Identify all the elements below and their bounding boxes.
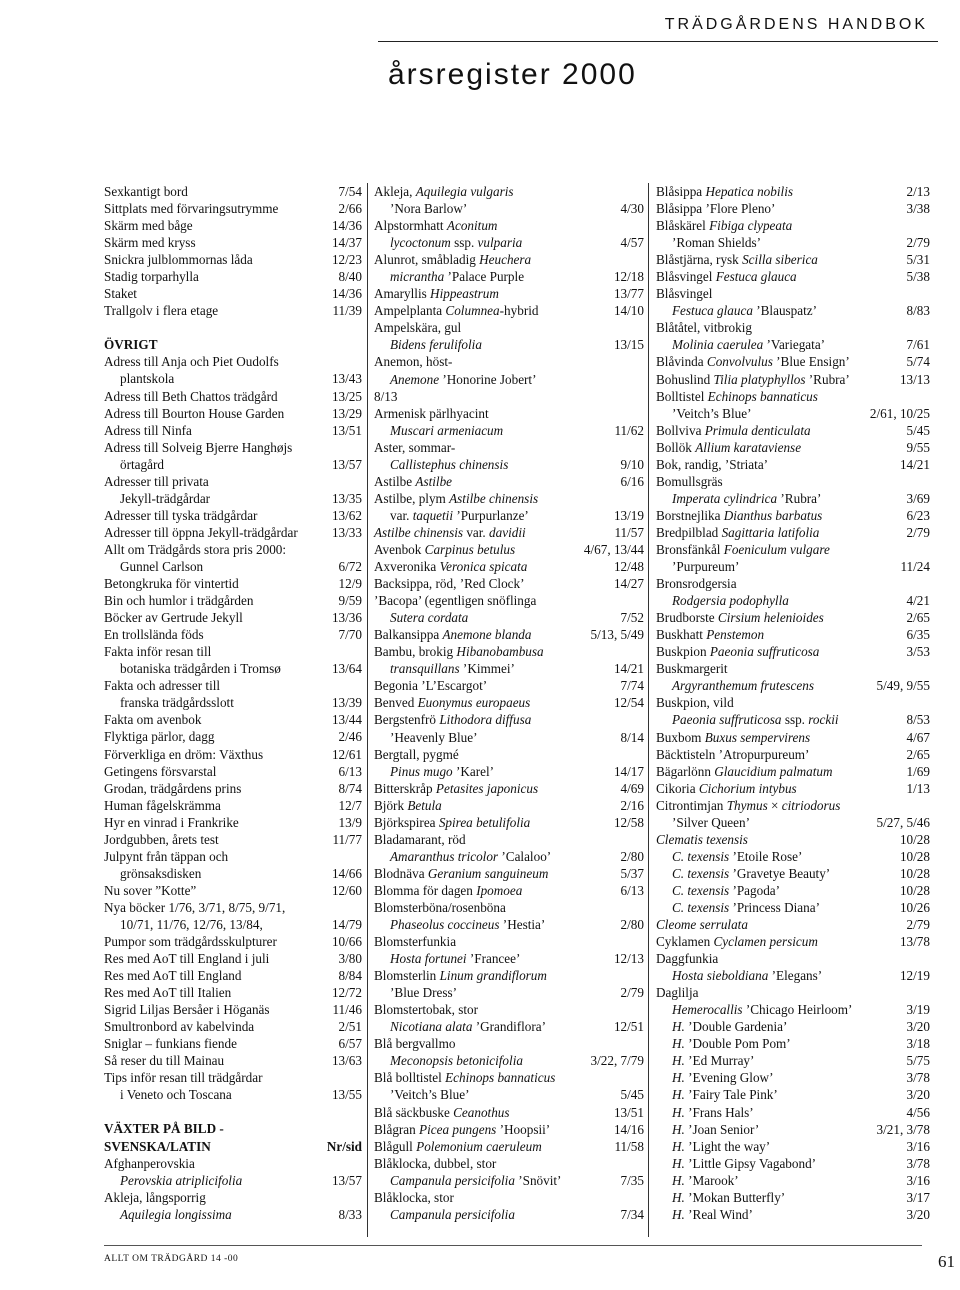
section-heading: SVENSKA/LATIN Nr/sid — [104, 1138, 362, 1154]
index-entry: Blå säckbuske Ceanothus 13/51 — [374, 1104, 644, 1120]
page-ref: 4/57 — [618, 234, 644, 251]
page-ref: 3/69 — [904, 490, 930, 507]
page-ref: 2/65 — [904, 746, 930, 763]
index-entry: Blågran Picea pungens ’Hoopsii’ 14/16 — [374, 1121, 644, 1137]
page-ref: 3/22, 7/79 — [588, 1052, 644, 1069]
page-ref: 11/58 — [611, 1138, 644, 1155]
page-ref: 8/40 — [336, 268, 362, 285]
page-ref: 13/63 — [329, 1052, 362, 1069]
index-entry: Adresser till öppna Jekyll-trädgårdar 13/33 — [104, 524, 362, 540]
index-entry: Bergstenfrö Lithodora diffusa ’Heavenly Blue’ 8/14 — [374, 712, 644, 745]
page-ref: 10/26 — [897, 899, 930, 916]
index-entry: H. ’Double Gardenia’ 3/20 — [672, 1019, 930, 1035]
index-entry: Backsippa, röd, ’Red Clock’ 14/27 — [374, 576, 644, 592]
index-entry: Bredpilblad Sagittaria latifolia 2/79 — [656, 524, 930, 540]
page-ref: 8/53 — [904, 711, 930, 728]
page-ref: 13/51 — [611, 1104, 644, 1121]
index-entry: Fakta och adresser till franska trädgårdsslott 13/39 — [104, 678, 362, 711]
page-ref: 13/43 — [329, 370, 362, 387]
page-ref: 9/10 — [618, 456, 644, 473]
index-entry: Så reser du till Mainau 13/63 — [104, 1053, 362, 1069]
index-entry: Anemon, höst- Anemone ’Honorine Jobert’ — [374, 354, 537, 387]
page-ref: 12/18 — [611, 268, 644, 285]
page-ref: 11/39 — [329, 302, 362, 319]
index-entry: Skärm med kryss 14/37 — [104, 235, 362, 251]
index-entry: Bäcktisteln ’Atropurpureum’ 2/65 — [656, 746, 930, 762]
index-column-2 — [374, 183, 644, 1223]
index-entry: Clematis texensis 10/28 — [656, 831, 930, 847]
index-entry: H. ’Light the way’ 3/16 — [672, 1138, 930, 1154]
page-ref: 13/39 — [329, 694, 362, 711]
page-ref: 10/28 — [897, 848, 930, 865]
index-entry: Blåsvingel Festuca glauca ’Blauspatz’ 8/83 — [656, 286, 930, 319]
page-ref: 4/69 — [618, 780, 644, 797]
index-entry: Blomsterfunkia Hosta fortunei ’Francee’ 12/13 — [374, 934, 644, 967]
index-entry: Bomullsgräs Imperata cylindrica ’Rubra’ 3/69 — [656, 473, 930, 506]
index-entry: Armenisk pärlhyacint Muscari armeniacum 11/62 — [374, 405, 644, 438]
page-ref: 2/79 — [904, 234, 930, 251]
index-entry: Böcker av Gertrude Jekyll 13/36 — [104, 610, 362, 626]
page-ref: 2/61, 10/25 — [867, 405, 930, 422]
index-entry: Aster, sommar- Callistephus chinensis 9/10 — [374, 439, 644, 472]
index-entry: Blåtåtel, vitbrokig Molinia caerulea ’Variegata’ 7/61 — [656, 320, 930, 353]
index-entry: Björk Betula 2/16 — [374, 797, 644, 813]
page-ref: 11/62 — [611, 422, 644, 439]
page-ref: 12/48 — [611, 558, 644, 575]
page-ref: 9/55 — [904, 439, 930, 456]
page-ref: 12/7 — [336, 797, 362, 814]
index-entry: Sniglar – funkians fiende 6/57 — [104, 1036, 362, 1052]
index-entry: Bolltistel Echinops bannaticus ’Veitch’s Blue’ 2/61, 10/25 — [656, 388, 930, 421]
page-ref: 13/29 — [329, 405, 362, 422]
page-ref: 5/27, 5/46 — [874, 814, 930, 831]
index-entry: H. ’Marook’ 3/16 — [672, 1172, 930, 1188]
page-ref: 2/13 — [904, 183, 930, 200]
page-number: 61 — [938, 1252, 955, 1271]
page-ref: 3/16 — [904, 1138, 930, 1155]
index-entry: Stadig torparhylla 8/40 — [104, 269, 362, 285]
index-entry: Sittplats med förvaringsutrymme 2/66 — [104, 201, 362, 217]
page-ref: 7/35 — [618, 1172, 644, 1189]
page-ref: 4/67 — [904, 729, 930, 746]
index-entry: H. ’Evening Glow’ 3/78 — [672, 1070, 930, 1086]
index-entry: Blågull Polemonium caeruleum 11/58 — [374, 1138, 644, 1154]
index-entry: Adress till Solveig Bjerre Hanghøjs örtagård 13/57 — [104, 439, 362, 472]
index-entry: C. texensis ’Etoile Rose’ 10/28 — [672, 848, 930, 864]
page-ref: 14/17 — [611, 763, 644, 780]
index-entry: Akleja, Aquilegia vulgaris ’Nora Barlow’ 4/30 — [374, 184, 644, 217]
page-ref: 2/80 — [618, 916, 644, 933]
index-entry: H. ’Little Gipsy Vagabond’ 3/78 — [672, 1155, 930, 1171]
page-ref: 5/74 — [904, 353, 930, 370]
page-ref: 2/79 — [618, 984, 644, 1001]
index-entry: Snickra julblommornas låda 12/23 — [104, 252, 362, 268]
page-ref: 14/36 — [329, 217, 362, 234]
index-entry: Buskpion, vild Paeonia suffruticosa ssp. rockii 8/53 — [656, 695, 930, 728]
page-ref: 5/45 — [904, 422, 930, 439]
page-ref: 13/78 — [897, 933, 930, 950]
page-ref: 14/27 — [611, 575, 644, 592]
index-entry: Skärm med båge 14/36 — [104, 218, 362, 234]
page-ref: 5/49, 9/55 — [874, 677, 930, 694]
page-ref: 12/51 — [611, 1018, 644, 1035]
index-entry: Adress till Bourton House Garden 13/29 — [104, 405, 362, 421]
index-entry: Bok, randig, ’Striata’ 14/21 — [656, 456, 930, 472]
page-ref: 4/67, 13/44 — [581, 541, 644, 558]
index-entry: Bägarlönn Glaucidium palmatum 1/69 — [656, 763, 930, 779]
page-ref: 12/58 — [611, 814, 644, 831]
index-entry: Adresser till privata Jekyll-trädgårdar 13/35 — [104, 473, 362, 506]
index-entry: H. ’Frans Hals’ 4/56 — [672, 1104, 930, 1120]
page-ref: 11/57 — [611, 524, 644, 541]
index-entry: Buskpion Paeonia suffruticosa 3/53 — [656, 644, 930, 660]
page-ref: 3/17 — [904, 1189, 930, 1206]
index-entry: Bitterskråp Petasites japonicus 4/69 — [374, 780, 644, 796]
page-ref: 3/18 — [904, 1035, 930, 1052]
index-entry: Blomsterlin Linum grandiflorum ’Blue Dress’ 2/79 — [374, 968, 644, 1001]
page-ref: 10/28 — [897, 882, 930, 899]
index-entry: Blåstjärna, rysk Scilla siberica 5/31 — [656, 252, 930, 268]
page-ref: 6/13 — [336, 763, 362, 780]
index-entry: Bollviva Primula denticulata 5/45 — [656, 422, 930, 438]
section-heading: ÖVRIGT — [104, 337, 158, 353]
index-entry: Human fågelskrämma 12/7 — [104, 797, 362, 813]
page-ref: 6/35 — [904, 626, 930, 643]
index-entry: Bergtall, pygmé Pinus mugo ’Karel’ 14/17 — [374, 746, 644, 779]
page-ref: 3/16 — [904, 1172, 930, 1189]
index-entry: Bambu, brokig Hibanobambusa transquillans ’Kimmei’ 14/21 — [374, 644, 644, 677]
index-entry: Adress till Anja och Piet Oudolfs plantskola 13/43 — [104, 354, 362, 387]
index-entry: H. ’Ed Murray’ 5/75 — [672, 1053, 930, 1069]
page-ref: 5/75 — [904, 1052, 930, 1069]
page-ref: 12/9 — [336, 575, 362, 592]
index-entry: Alunrot, småbladig Heuchera micrantha ’Palace Purple 12/18 — [374, 252, 644, 285]
page-ref: 8/84 — [336, 967, 362, 984]
index-entry: H. ’Fairy Tale Pink’ 3/20 — [672, 1087, 930, 1103]
index-entry: Blå bolltistel Echinops bannaticus ’Veitch’s Blue’ 5/45 — [374, 1070, 644, 1103]
index-entry: Citrontimjan Thymus × citriodorus ’Silver Queen’ 5/27, 5/46 — [656, 797, 930, 830]
index-entry: C. texensis ’Gravetye Beauty’ 10/28 — [672, 865, 930, 881]
index-entry: Blomma för dagen Ipomoea 6/13 — [374, 882, 644, 898]
index-entry: Blomsterböna/rosenböna Phaseolus coccineus ’Hestia’ 2/80 — [374, 899, 644, 933]
page-ref: 4/56 — [904, 1104, 930, 1121]
header-rule — [378, 41, 938, 42]
page-ref: 12/54 — [611, 694, 644, 711]
page-ref: 1/13 — [904, 780, 930, 797]
page-ref: 13/62 — [329, 507, 362, 524]
index-entry: Björkspirea Spirea betulifolia 12/58 — [374, 814, 644, 830]
index-entry: Blå bergvallmo Meconopsis betonicifolia 3/22, 7/79 — [374, 1036, 644, 1069]
index-entry: Blåsippa ’Flore Pleno’ 3/38 — [656, 201, 930, 217]
index-entry: Astilbe, plym Astilbe chinensis var. taquetii ’Purpurlanze’ 13/19 — [374, 490, 644, 523]
page-ref: 13/13 — [897, 371, 930, 388]
index-entry: Ampelskära, gul Bidens ferulifolia 13/15 — [374, 320, 644, 353]
index-entry: C. texensis ’Pagoda’ 10/28 — [672, 882, 930, 898]
page-ref: 5/45 — [618, 1086, 644, 1103]
index-column-1 — [104, 183, 362, 1223]
index-entry: Nu sover ”Kotte” 12/60 — [104, 882, 362, 898]
page-ref: 2/79 — [904, 524, 930, 541]
page-ref: 10/28 — [897, 831, 930, 848]
index-entry: Daggfunkia Hosta sieboldiana ’Elegans’ 12/19 — [656, 951, 930, 984]
page-ref: 12/72 — [329, 984, 362, 1001]
index-entry: Brudborste Cirsium helenioides 2/65 — [656, 610, 930, 626]
page-ref: 12/61 — [329, 746, 362, 763]
page-ref: 12/19 — [897, 967, 930, 984]
footer-rule — [104, 1245, 922, 1246]
index-entry: Getingens försvarstal 6/13 — [104, 763, 362, 779]
page-ref: 14/79 — [329, 916, 362, 933]
index-entry: Buskmargerit Argyranthemum frutescens 5/49, 9/55 — [656, 661, 930, 694]
index-entry: En trollslända föds 7/70 — [104, 627, 362, 643]
index-entry: Trallgolv i flera etage 11/39 — [104, 303, 362, 319]
page-ref: 14/37 — [329, 234, 362, 251]
page-ref: 5/13, 5/49 — [588, 626, 644, 643]
page-ref: 13/57 — [329, 456, 362, 473]
page-ref: 5/31 — [904, 251, 930, 268]
index-entry: Nya böcker 1/76, 3/71, 8/75, 9/71, 10/71, 11/76, 12/76, 13/84, 14/79 — [104, 899, 362, 932]
index-entry: Staket 14/36 — [104, 286, 362, 302]
index-entry: Adresser till tyska trädgårdar 13/62 — [104, 507, 362, 523]
page-ref: 2/51 — [336, 1018, 362, 1035]
page-ref: 13/64 — [329, 660, 362, 677]
index-entry: Adress till Ninfa 13/51 — [104, 422, 362, 438]
index-entry: Förverkliga en dröm: Växthus 12/61 — [104, 746, 362, 762]
page-ref: 13/36 — [329, 609, 362, 626]
page-ref: 14/21 — [611, 660, 644, 677]
page-ref: 6/13 — [618, 882, 644, 899]
index-entry: Res med AoT till England i juli 3/80 — [104, 951, 362, 967]
index-entry: Begonia ’L’Escargot’ 7/74 — [374, 678, 644, 694]
page-ref: 13/55 — [329, 1086, 362, 1103]
index-entry: Blåvinda Convolvulus ’Blue Ensign’ 5/74 — [656, 354, 930, 370]
index-entry: Fakta om avenbok 13/44 — [104, 712, 362, 728]
index-entry: Ampelplanta Columnea-hybrid 14/10 — [374, 303, 644, 319]
page-ref: 11/77 — [329, 831, 362, 848]
index-entry: Adress till Beth Chattos trädgård 13/25 — [104, 388, 362, 404]
index-entry: Axveronika Veronica spicata 12/48 — [374, 559, 644, 575]
index-entry: Bronsrodgersia Rodgersia podophylla 4/21 — [656, 576, 930, 609]
index-entry: Tips inför resan till trädgårdar i Veneto och Toscana 13/55 — [104, 1070, 362, 1103]
page-ref: 5/37 — [618, 865, 644, 882]
spacer — [104, 319, 362, 336]
index-entry: Blåsippa Hepatica nobilis 2/13 — [656, 184, 930, 199]
column-divider — [367, 183, 368, 1237]
page-ref: 12/60 — [329, 882, 362, 899]
page-ref: 12/23 — [329, 251, 362, 268]
index-entry: Cleome serrulata 2/79 — [656, 917, 930, 933]
index-entry: Pumpor som trädgårdsskulpturer 10/66 — [104, 934, 362, 950]
page-ref: 6/57 — [336, 1035, 362, 1052]
page-ref: 3/20 — [904, 1086, 930, 1103]
page-ref: 8/33 — [336, 1206, 362, 1223]
index-entry: H. ’Real Wind’ 3/20 — [672, 1206, 930, 1222]
page-ref: 13/25 — [329, 388, 362, 405]
index-entry: Hyr en vinrad i Frankrike 13/9 — [104, 814, 362, 830]
page-ref: 13/44 — [329, 711, 362, 728]
page-ref: 7/34 — [618, 1206, 644, 1223]
page-ref: 3/19 — [904, 1001, 930, 1018]
spacer — [104, 1103, 362, 1120]
page-ref: 3/78 — [904, 1069, 930, 1086]
page-ref: 6/16 — [618, 473, 644, 490]
page-ref: 8/83 — [904, 302, 930, 319]
page-ref: 3/80 — [336, 950, 362, 967]
index-entry: Benved Euonymus europaeus 12/54 — [374, 695, 644, 711]
page-ref: 13/9 — [336, 814, 362, 831]
index-entry: Sexkantigt bord 7/54 — [104, 184, 362, 199]
index-entry: Blodnäva Geranium sanguineum 5/37 — [374, 865, 644, 881]
page-ref: 7/61 — [904, 336, 930, 353]
page-ref: 3/78 — [904, 1155, 930, 1172]
page-ref: 2/80 — [618, 848, 644, 865]
index-entry: Buxbom Buxus sempervirens 4/67 — [656, 729, 930, 745]
index-entry: ’Bacopa’ (egentligen snöflinga Sutera cordata 7/52 — [374, 593, 644, 626]
index-entry: Bollök Allium karataviense 9/55 — [656, 439, 930, 455]
page-ref: 13/77 — [611, 285, 644, 302]
index-entry: Blåsvingel Festuca glauca 5/38 — [656, 269, 930, 285]
index-entry: Flyktiga pärlor, dagg 2/46 — [104, 729, 362, 745]
index-entry: Blåklocka, stor Campanula persicifolia 7/34 — [374, 1189, 644, 1222]
index-entry: Res med AoT till England 8/84 — [104, 968, 362, 984]
column-divider — [648, 183, 649, 1237]
page-ref: 6/72 — [336, 558, 362, 575]
index-entry: Akleja, långsporrig Aquilegia longissima 8/33 — [104, 1189, 362, 1222]
running-title: TRÄDGÅRDENS HANDBOK — [664, 16, 928, 33]
index-entry: Betongkruka för vintertid 12/9 — [104, 576, 362, 592]
page-ref: 11/46 — [329, 1001, 362, 1018]
page-ref: 2/66 — [336, 200, 362, 217]
index-entry: Jordgubben, årets test 11/77 — [104, 831, 362, 847]
page-ref: 3/38 — [904, 200, 930, 217]
page-ref: 3/20 — [904, 1206, 930, 1223]
index-entry: Fakta inför resan till botaniska trädgården i Tromsø 13/64 — [104, 644, 362, 677]
page-ref: 14/16 — [611, 1121, 644, 1138]
page-ref: 8/74 — [336, 780, 362, 797]
index-entry: Res med AoT till Italien 12/72 — [104, 985, 362, 1001]
index-entry: Astilbe Astilbe 6/16 — [374, 473, 644, 489]
page-ref: 6/23 — [904, 507, 930, 524]
page-ref: 3/21, 3/78 — [874, 1121, 930, 1138]
page-ref: 1/69 — [904, 763, 930, 780]
page-ref: 12/13 — [611, 950, 644, 967]
page-ref: 2/65 — [904, 609, 930, 626]
page-ref: 10/66 — [329, 933, 362, 950]
page-ref: 13/19 — [611, 507, 644, 524]
index-entry: Astilbe chinensis var. davidii 11/57 — [374, 524, 644, 540]
index-entry: Balkansippa Anemone blanda 5/13, 5/49 — [374, 627, 644, 643]
page-ref: 7/70 — [336, 626, 362, 643]
page-ref: 2/16 — [618, 797, 644, 814]
page-ref: 2/46 — [336, 728, 362, 745]
index-entry: Bronsfänkål Foeniculum vulgare ’Purpureum’ 11/24 — [656, 541, 930, 575]
index-entry: Smultronbord av kabelvinda 2/51 — [104, 1019, 362, 1035]
page-ref: 13/33 — [329, 524, 362, 541]
page-ref: 11/24 — [897, 558, 930, 575]
page-ref: 2/79 — [904, 916, 930, 933]
page-ref: 7/52 — [618, 609, 644, 626]
page-ref: 5/38 — [904, 268, 930, 285]
index-entry: Grodan, trädgårdens prins 8/74 — [104, 780, 362, 796]
index-entry: Bin och humlor i trädgården 9/59 — [104, 593, 362, 609]
page-ref: 13/57 — [329, 1172, 362, 1189]
index-entry: 8/13 — [374, 388, 398, 404]
index-entry: H. ’Double Pom Pom’ 3/18 — [672, 1036, 930, 1052]
index-entry: H. ’Joan Senior’ 3/21, 3/78 — [672, 1121, 930, 1137]
index-entry: Julpynt från täppan och grönsaksdisken 14/66 — [104, 848, 362, 881]
index-entry: Alpstormhatt Aconitum lycoctonum ssp. vulparia 4/57 — [374, 218, 644, 251]
index-entry: Blåklocka, dubbel, stor Campanula persicifolia ’Snövit’ 7/35 — [374, 1155, 644, 1188]
index-entry: Bladamarant, röd Amaranthus tricolor ’Calaloo’ 2/80 — [374, 831, 644, 864]
index-entry: Sigrid Liljas Bersåer i Höganäs 11/46 — [104, 1002, 362, 1018]
page-ref: 3/53 — [904, 643, 930, 660]
page-ref: 13/15 — [611, 336, 644, 353]
index-entry: Buskhatt Penstemon 6/35 — [656, 627, 930, 643]
page-title: årsregister 2000 — [388, 58, 637, 91]
index-entry: Blåskärel Fibiga clypeata ’Roman Shields’ 2/79 — [656, 218, 930, 251]
page-ref: 4/30 — [618, 200, 644, 217]
page-ref: 8/14 — [618, 729, 644, 746]
page-ref: 14/66 — [329, 865, 362, 882]
index-entry: Borstnejlika Dianthus barbatus 6/23 — [656, 507, 930, 523]
page-ref: 10/28 — [897, 865, 930, 882]
index-entry: H. ’Mokan Butterfly’ 3/17 — [672, 1189, 930, 1205]
index-entry: Bohuslind Tilia platyphyllos ’Rubra’ 13/13 — [656, 371, 930, 387]
page-ref: 14/21 — [897, 456, 930, 473]
page-ref: 9/59 — [336, 592, 362, 609]
index-entry: Cyklamen Cyclamen persicum 13/78 — [656, 934, 930, 950]
index-entry: Blomstertobak, stor Nicotiana alata ’Grandiflora’ 12/51 — [374, 1002, 644, 1035]
footer-text: ALLT OM TRÄDGÅRD 14 -00 — [104, 1254, 239, 1264]
index-column-3 — [656, 183, 930, 1223]
page-ref: 4/21 — [904, 592, 930, 609]
page-ref: 13/51 — [329, 422, 362, 439]
index-entry: Amaryllis Hippeastrum 13/77 — [374, 286, 644, 302]
index-entry: Cikoria Cichorium intybus 1/13 — [656, 780, 930, 796]
page-ref: 7/54 — [336, 183, 362, 200]
index-entry: Daglilja Hemerocallis ’Chicago Heirloom’ 3/19 — [656, 985, 930, 1018]
section-heading: VÄXTER PÅ BILD - — [104, 1121, 224, 1137]
page-ref: 7/74 — [618, 677, 644, 694]
index-entry: Avenbok Carpinus betulus 4/67, 13/44 — [374, 541, 644, 557]
index-entry: C. texensis ’Princess Diana’ 10/26 — [672, 899, 930, 915]
page-ref: 14/10 — [611, 302, 644, 319]
index-entry: Afghanperovskia Perovskia atriplicifolia 13/57 — [104, 1155, 362, 1188]
page-ref: 13/35 — [329, 490, 362, 507]
page-ref: 3/20 — [904, 1018, 930, 1035]
index-entry: Allt om Trädgårds stora pris 2000: Gunnel Carlson 6/72 — [104, 541, 362, 574]
page-ref: 14/36 — [329, 285, 362, 302]
